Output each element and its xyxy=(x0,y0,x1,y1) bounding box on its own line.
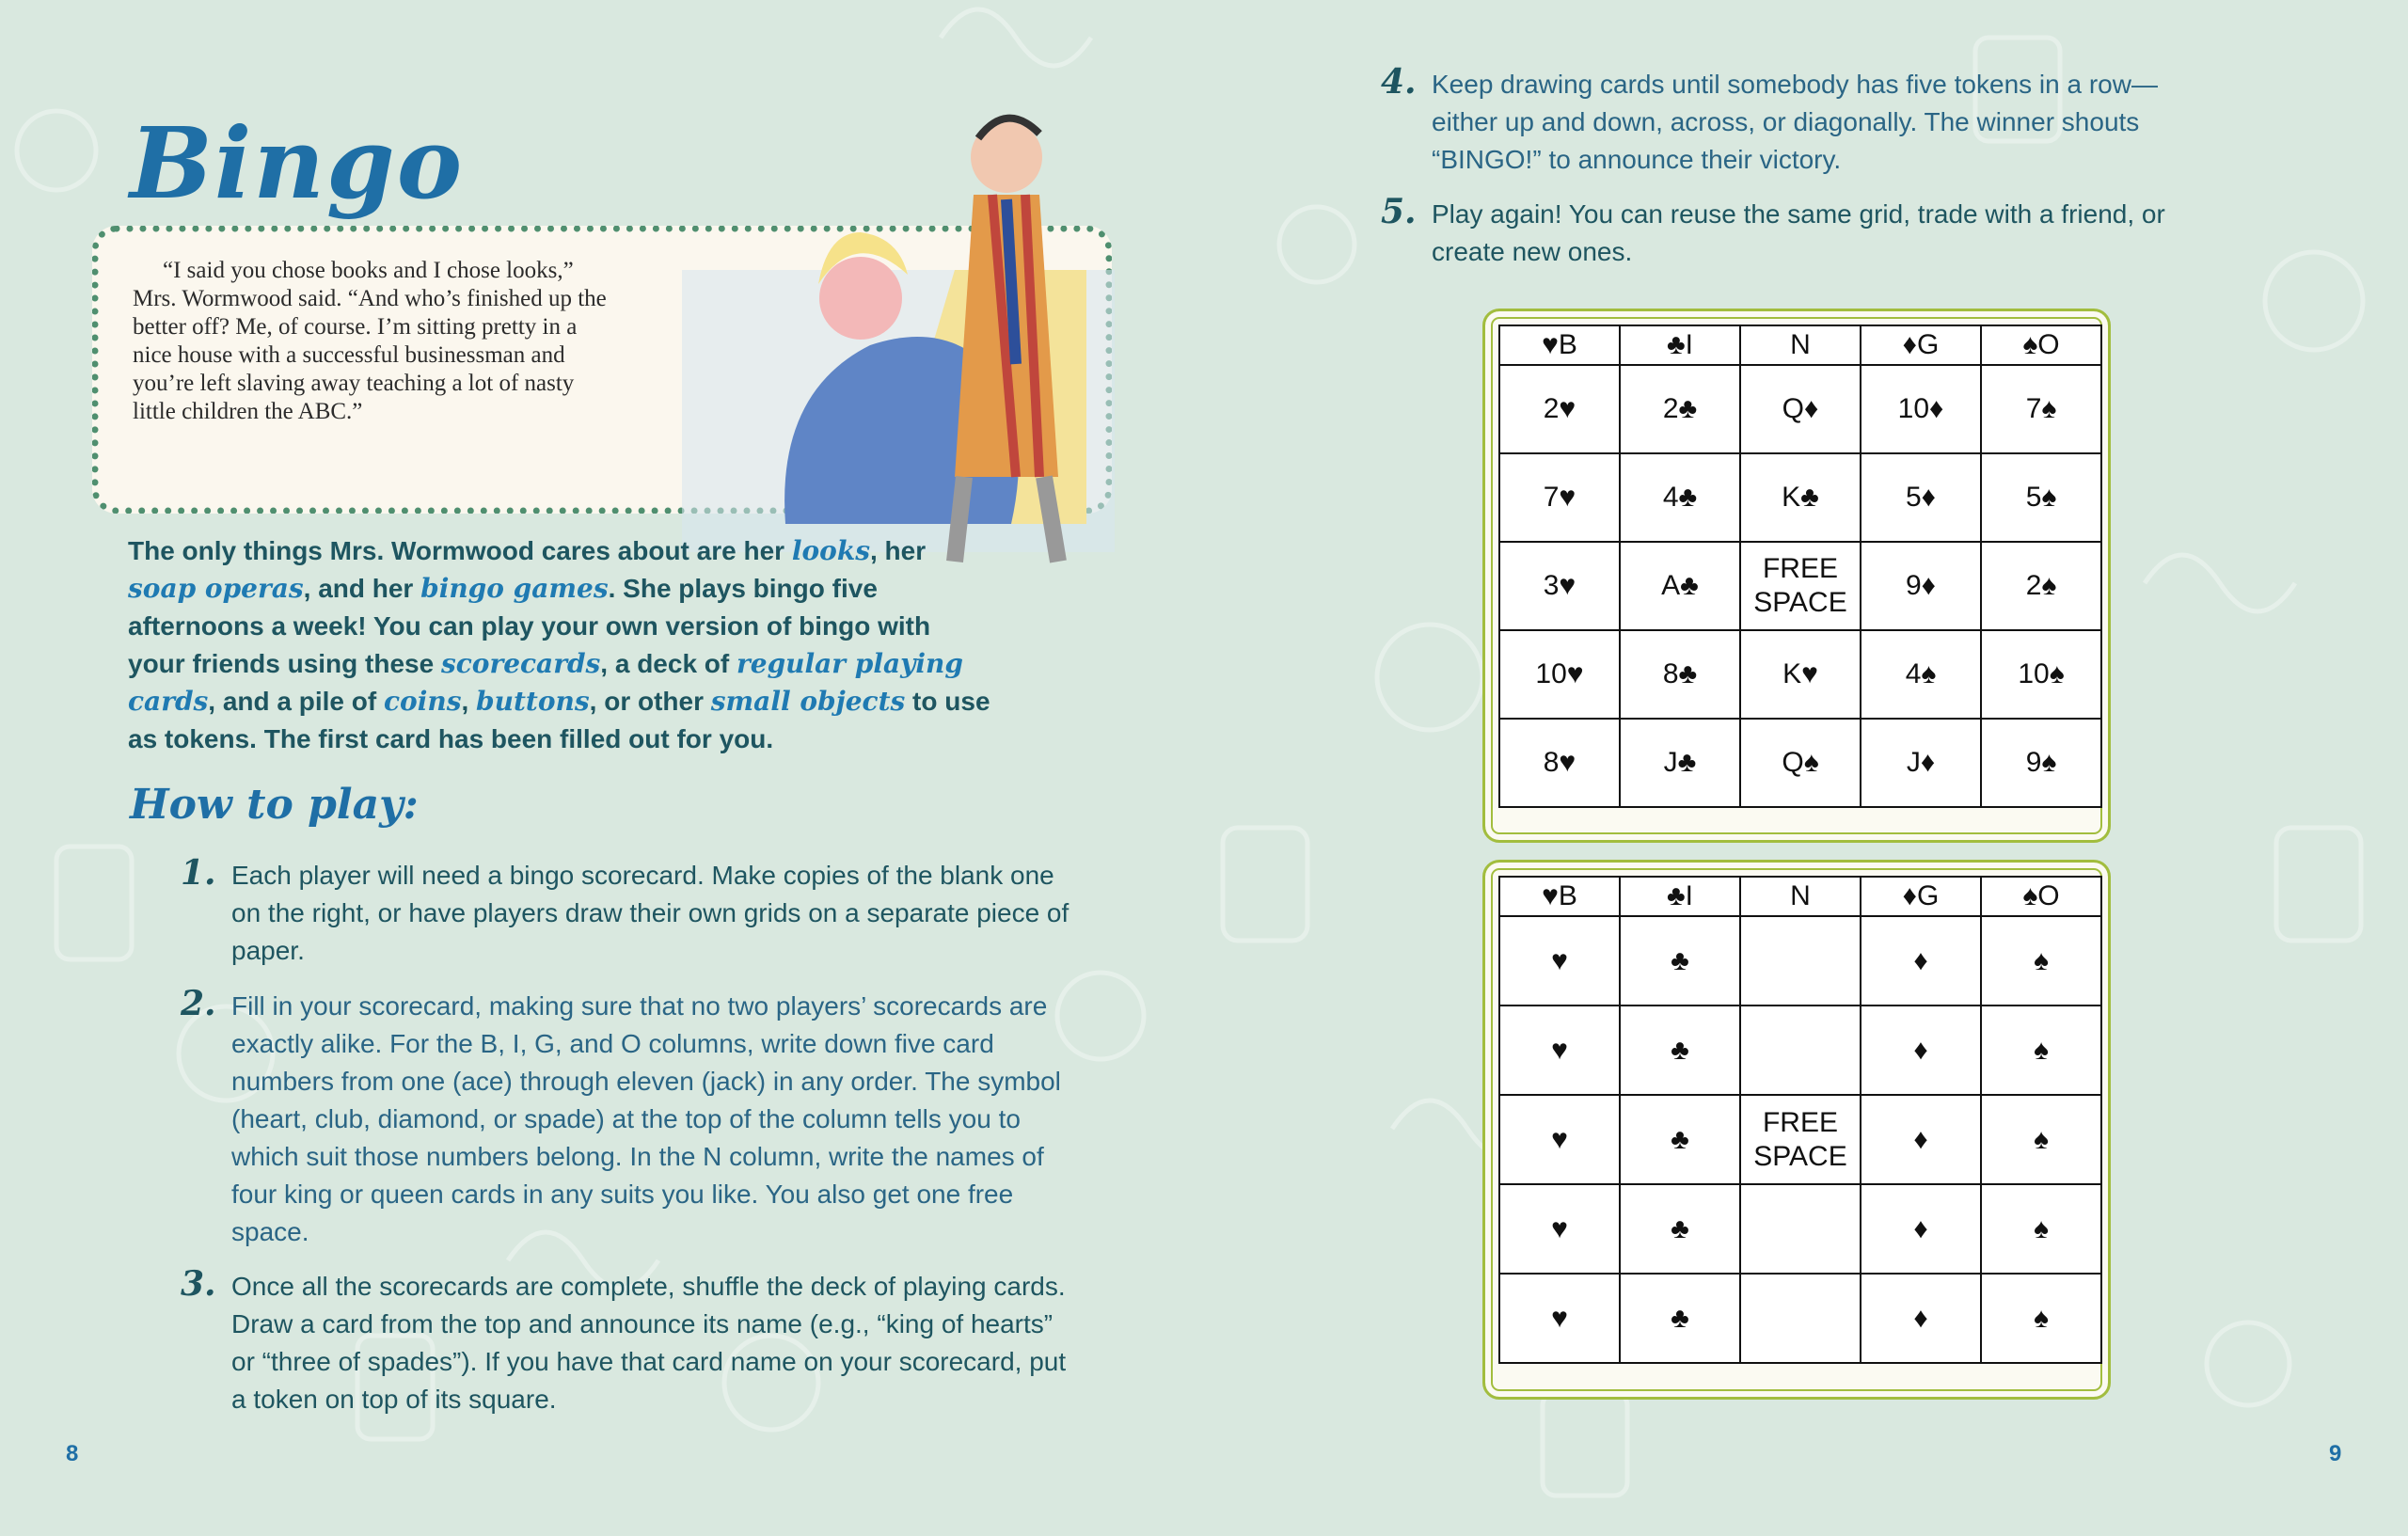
bingo-cell: ♣ xyxy=(1620,916,1740,1006)
bingo-cell: ♠ xyxy=(1981,1274,2101,1363)
bingo-cell: ♥ xyxy=(1499,1006,1620,1095)
bingo-cell: ♦ xyxy=(1861,1095,1981,1184)
page-number: 8 xyxy=(66,1441,79,1466)
bingo-column-header: N xyxy=(1740,325,1861,365)
intro-text: , or other xyxy=(589,687,711,716)
bingo-cell: ♣ xyxy=(1620,1006,1740,1095)
step-number: 5. xyxy=(1381,192,1417,231)
filled-bingo-card xyxy=(1482,309,2111,843)
bingo-cell: 9♠ xyxy=(1981,719,2101,807)
bingo-column-header: ♥B xyxy=(1499,877,1620,916)
blank-bingo-card xyxy=(1482,860,2111,1400)
bingo-cell: J♦ xyxy=(1861,719,1981,807)
bingo-cell xyxy=(1740,1006,1861,1095)
bingo-row xyxy=(1499,630,2101,719)
intro-text: , and a pile of xyxy=(208,687,384,716)
page-title: Bingo xyxy=(130,105,465,221)
bingo-cell: ♦ xyxy=(1861,916,1981,1006)
intro-paragraph xyxy=(128,532,993,758)
highlighted-word: scorecards xyxy=(440,648,601,679)
bingo-cell xyxy=(1740,1184,1861,1274)
bingo-cell: 3♥ xyxy=(1499,542,1620,630)
bingo-cell: ♣ xyxy=(1620,1095,1740,1184)
bingo-cell: ♠ xyxy=(1981,1095,2101,1184)
intro-text: , a deck of xyxy=(600,649,737,678)
bingo-row xyxy=(1499,1184,2101,1274)
bingo-cell: 10♥ xyxy=(1499,630,1620,719)
highlighted-word: small objects xyxy=(710,686,906,717)
bingo-header-row xyxy=(1499,325,2101,365)
bingo-cell: ♥ xyxy=(1499,1095,1620,1184)
bingo-cell: 5♦ xyxy=(1861,453,1981,542)
highlighted-word: bingo games xyxy=(420,573,609,604)
bingo-cell: 4♠ xyxy=(1861,630,1981,719)
bingo-row xyxy=(1499,1274,2101,1363)
mr-and-mrs-wormwood-illustration xyxy=(644,82,1133,571)
bingo-column-header: N xyxy=(1740,877,1861,916)
bingo-column-header: ♦G xyxy=(1861,325,1981,365)
bingo-cell: Q♠ xyxy=(1740,719,1861,807)
bingo-cell: 2♥ xyxy=(1499,365,1620,453)
blank-bingo-grid xyxy=(1498,876,2102,1364)
bingo-column-header: ♠O xyxy=(1981,877,2101,916)
bingo-column-header: ♣I xyxy=(1620,877,1740,916)
bingo-cell: K♥ xyxy=(1740,630,1861,719)
bingo-cell: 10♦ xyxy=(1861,365,1981,453)
highlighted-word: looks xyxy=(791,535,870,566)
step-text: Once all the scorecards are complete, shuffle the deck of playing cards. Draw a card from the top and announce its name (e.g., “king of hearts” or “three of spades”). If you have that card name on your scorecard, put a token on top of its square. xyxy=(231,1272,1067,1414)
bingo-cell: K♣ xyxy=(1740,453,1861,542)
bingo-cell: ♥ xyxy=(1499,1184,1620,1274)
bingo-header-row xyxy=(1499,877,2101,916)
bingo-column-header: ♥B xyxy=(1499,325,1620,365)
bingo-column-header: ♣I xyxy=(1620,325,1740,365)
intro-text: , xyxy=(461,687,477,716)
bingo-cell: ♥ xyxy=(1499,1274,1620,1363)
bingo-cell: 10♠ xyxy=(1981,630,2101,719)
bingo-cell: ♦ xyxy=(1861,1006,1981,1095)
bingo-row xyxy=(1499,719,2101,807)
book-quote-box xyxy=(92,226,1112,514)
bingo-cell: 5♠ xyxy=(1981,453,2101,542)
intro-text: . She plays bingo five afternoons a week! You can play your own version of bingo with your friends using these xyxy=(128,574,931,678)
bingo-cell: ♥ xyxy=(1499,916,1620,1006)
book-quote: “I said you chose books and I chose looks,” Mrs. Wormwood said. “And who’s finished up the better off? Me, of course. I’m sitting pretty in a nice house with a successful businessman and you’re left slaving away teaching a lot of nasty little children the ABC.” xyxy=(133,258,607,424)
intro-text: , and her xyxy=(303,574,421,603)
bingo-cell: ♠ xyxy=(1981,916,2101,1006)
bingo-row xyxy=(1499,1095,2101,1184)
bingo-cell: Q♦ xyxy=(1740,365,1861,453)
bingo-cell: ♣ xyxy=(1620,1274,1740,1363)
bingo-row xyxy=(1499,1006,2101,1095)
free-space-cell: FREE SPACE xyxy=(1740,542,1861,630)
bingo-row xyxy=(1499,916,2101,1006)
bingo-cell: ♠ xyxy=(1981,1006,2101,1095)
filled-bingo-grid xyxy=(1498,325,2102,808)
intro-text: The only things Mrs. Wormwood cares about are her xyxy=(128,536,792,565)
highlighted-word: coins xyxy=(384,686,462,717)
bingo-cell xyxy=(1740,1274,1861,1363)
bingo-row xyxy=(1499,365,2101,453)
bingo-cell: 8♣ xyxy=(1620,630,1740,719)
intro-text: to use as tokens. The first card has been filled out for you. xyxy=(128,687,990,753)
how-to-play-heading: How to play: xyxy=(130,781,419,829)
bingo-cell: 4♣ xyxy=(1620,453,1740,542)
step-text: Play again! You can reuse the same grid, trade with a friend, or create new ones. xyxy=(1432,199,2165,266)
step-text: Each player will need a bingo scorecard. Make copies of the blank one on the right, or have players draw their own grids on a separate piece of paper. xyxy=(231,861,1069,965)
bingo-cell: 2♠ xyxy=(1981,542,2101,630)
highlighted-word: regular playing cards xyxy=(128,648,963,717)
bingo-cell xyxy=(1740,916,1861,1006)
bingo-cell: ♠ xyxy=(1981,1184,2101,1274)
page-number: 9 xyxy=(2329,1441,2342,1466)
step-number: 2. xyxy=(181,984,216,1023)
highlighted-word: soap operas xyxy=(128,573,304,604)
free-space-cell: FREE SPACE xyxy=(1740,1095,1861,1184)
step-number: 1. xyxy=(181,853,216,893)
bingo-cell: A♣ xyxy=(1620,542,1740,630)
bingo-cell: 2♣ xyxy=(1620,365,1740,453)
bingo-cell: ♦ xyxy=(1861,1184,1981,1274)
step-text: Keep drawing cards until somebody has five tokens in a row—either up and down, across, or diagonally. The winner shouts “BINGO!” to announce their victory. xyxy=(1432,70,2158,174)
step-number: 4. xyxy=(1381,62,1417,102)
bingo-cell: 8♥ xyxy=(1499,719,1620,807)
bingo-column-header: ♦G xyxy=(1861,877,1981,916)
bingo-cell: 9♦ xyxy=(1861,542,1981,630)
bingo-row xyxy=(1499,542,2101,630)
step-number: 3. xyxy=(181,1264,216,1304)
bingo-cell: J♣ xyxy=(1620,719,1740,807)
intro-text: , her xyxy=(869,536,927,565)
highlighted-word: buttons xyxy=(476,686,590,717)
bingo-cell: ♦ xyxy=(1861,1274,1981,1363)
bingo-row xyxy=(1499,453,2101,542)
bingo-column-header: ♠O xyxy=(1981,325,2101,365)
right-page xyxy=(1204,0,2408,1536)
step-text: Fill in your scorecard, making sure that no two players’ scorecards are exactly alike. For the B, I, G, and O columns, write down five card numbers from one (ace) through eleven (jack) in any order. The symbol (heart, club, diamond, or spade) at the top of the column tells you to which suit those numbers belong. In the N column, write the names of four king or queen cards in any suits you like. You also get one free space. xyxy=(231,991,1061,1246)
bingo-cell: 7♠ xyxy=(1981,365,2101,453)
bingo-cell: ♣ xyxy=(1620,1184,1740,1274)
bingo-cell: 7♥ xyxy=(1499,453,1620,542)
